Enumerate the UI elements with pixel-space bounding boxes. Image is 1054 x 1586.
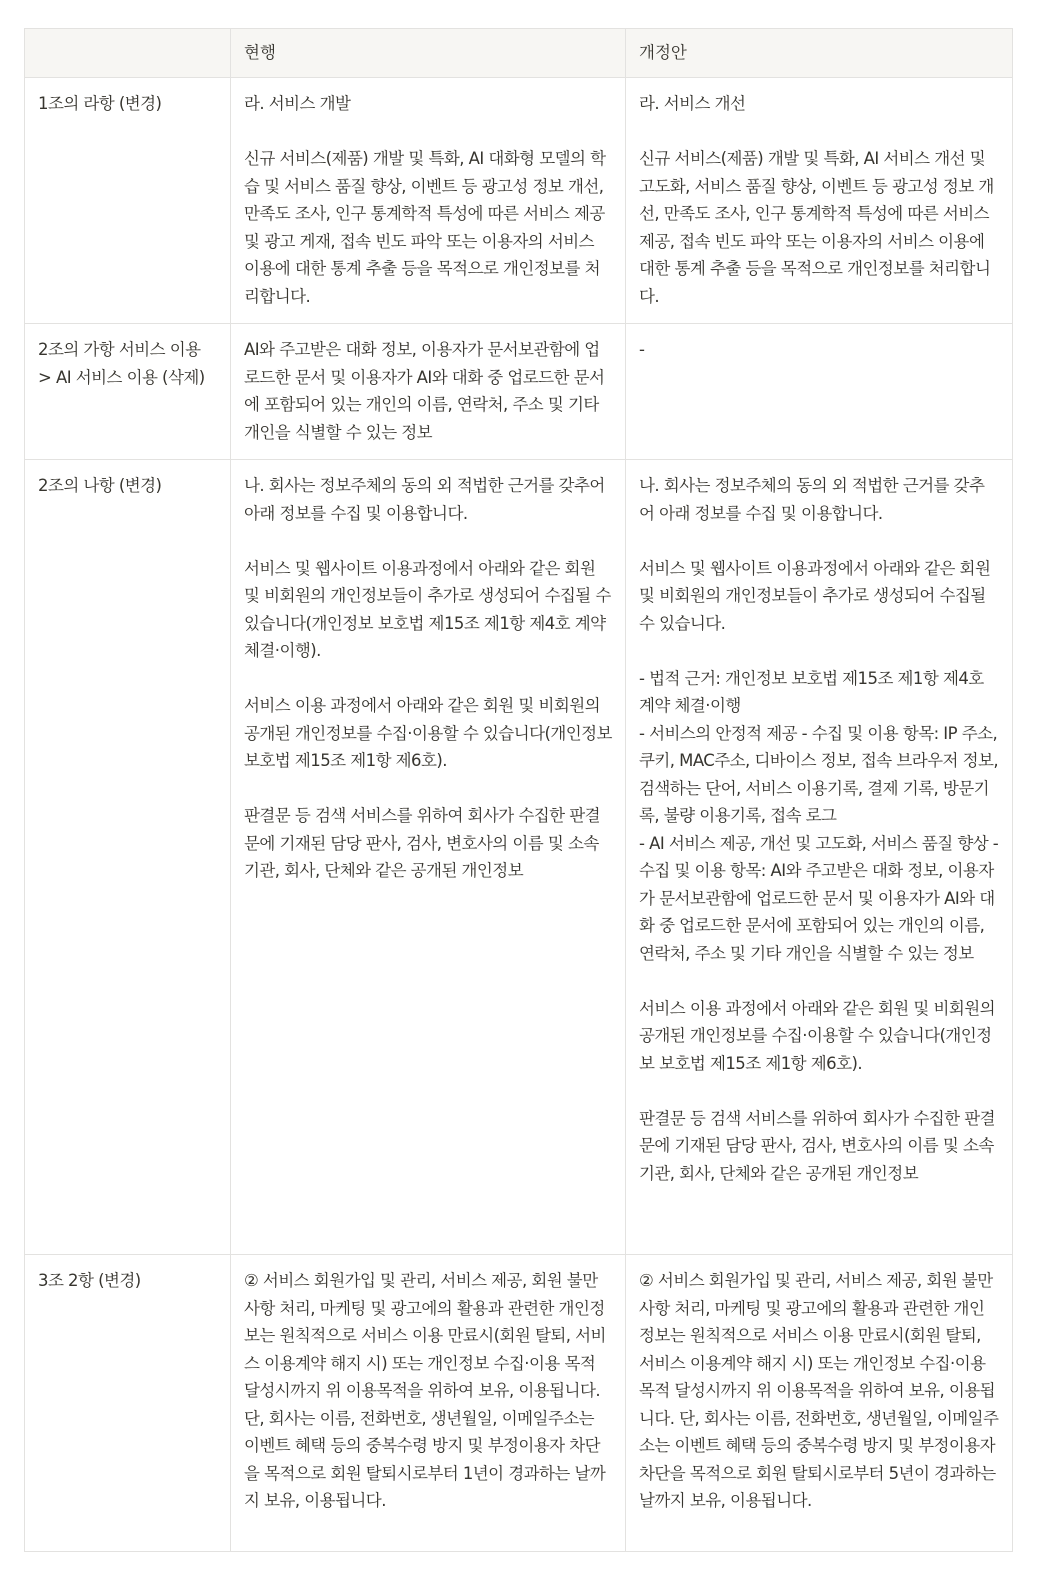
table-row	[25, 324, 1013, 460]
header-item	[25, 29, 231, 78]
current-cell	[231, 460, 626, 1255]
current-paragraph: 판결문 등 검색 서비스를 위하여 회사가 수집한 판결문에 기재된 담당 판사, 검사, 변호사의 이름 및 소속기관, 회사, 단체와 같은 공개된 개인정보	[244, 806, 601, 880]
revised-paragraph: 판결문 등 검색 서비스를 위하여 회사가 수집한 판결문에 기재된 담당 판사, 검사, 변호사의 이름 및 소속기관, 회사, 단체와 같은 공개된 개인정보	[639, 1108, 996, 1183]
row-item-label: 1조의 라항 (변경)	[38, 94, 162, 113]
current-cell	[231, 78, 626, 324]
revised-paragraph: 나. 회사는 정보주체의 동의 외 적법한 근거를 갖추어 아래 정보를 수집 및 이용합니다.	[639, 476, 985, 523]
revised-cell	[626, 1255, 1013, 1552]
revised-paragraph: 라. 서비스 개선	[639, 94, 746, 113]
current-paragraph: 신규 서비스(제품) 개발 및 특화, AI 대화형 모델의 학습 및 서비스 품질 향상, 이벤트 등 광고성 정보 개선, 만족도 조사, 인구 통계학적 특성에 따른 서비스 제공 및 광고 게재, 접속 빈도 파악 또는 이용자의 서비스 이용에 대한 통계 추출 등을 목적으로 개인정보를 처리합니다.	[244, 149, 606, 306]
current-paragraph: AI와 주고받은 대화 정보, 이용자가 문서보관함에 업로드한 문서 및 이용자가 AI와 대화 중 업로드한 문서에 포함되어 있는 개인의 이름, 연락처, 주소 및 기타 개인을 식별할 수 있는 정보	[244, 340, 605, 442]
current-paragraph: 나. 회사는 정보주체의 동의 외 적법한 근거를 갖추어 아래 정보를 수집 및 이용합니다.	[244, 476, 605, 523]
row-item-label: 3조 2항 (변경)	[38, 1271, 141, 1290]
revised-paragraph: 서비스 및 웹사이트 이용과정에서 아래와 같은 회원 및 비회원의 개인정보들이 추가로 생성되어 수집될 수 있습니다.	[639, 558, 991, 633]
revised-paragraph: 신규 서비스(제품) 개발 및 특화, AI 서비스 개선 및 고도화, 서비스 품질 향상, 이벤트 등 광고성 정보 개선, 만족도 조사, 인구 통계학적 특성에 따른 서비스 제공, 접속 빈도 파악 또는 이용자의 서비스 이용에 대한 통계 추출 등을 목적으로 개인정보를 처리합니다.	[639, 149, 994, 306]
current-paragraph: 서비스 및 웹사이트 이용과정에서 아래와 같은 회원 및 비회원의 개인정보들이 추가로 생성되어 수집될 수 있습니다(개인정보 보호법 제15조 제1항 제4호 계약 체결·이행).	[244, 558, 611, 660]
comparison-table-container	[24, 28, 1012, 1552]
revised-paragraph: ② 서비스 회원가입 및 관리, 서비스 제공, 회원 불만 사항 처리, 마케팅 및 광고에의 활용과 관련한 개인정보는 원칙적으로 서비스 이용 만료시(회원 탈퇴, 서비스 이용계약 해지 시) 또는 개인정보 수집·이용 목적 달성시까지 위 이용목적을 위하여 보유, 이용됩니다. 단, 회사는 이름, 전화번호, 생년월일, 이메일주소는 이벤트 혜택 등의 중복수령 방지 및 부정이용자 차단을 목적으로 회원 탈퇴시로부터 5년이 경과하는 날까지 보유, 이용됩니다.	[639, 1271, 999, 1510]
header-revised: 개정안	[626, 29, 1013, 78]
row-item-cell	[25, 78, 231, 324]
row-item-cell	[25, 1255, 231, 1552]
revision-comparison-table	[24, 28, 1013, 1552]
table-row	[25, 78, 1013, 324]
current-cell	[231, 1255, 626, 1552]
table-header-row	[25, 29, 1013, 78]
revised-cell	[626, 324, 1013, 460]
row-item-label: 2조의 나항 (변경)	[38, 476, 162, 495]
revised-paragraph: -	[639, 340, 645, 359]
revised-cell	[626, 460, 1013, 1255]
row-item-cell	[25, 460, 231, 1255]
row-item-cell	[25, 324, 231, 460]
table-row	[25, 1255, 1013, 1552]
header-current: 현행	[231, 29, 626, 78]
current-paragraph: ② 서비스 회원가입 및 관리, 서비스 제공, 회원 불만 사항 처리, 마케팅 및 광고에의 활용과 관련한 개인정보는 원칙적으로 서비스 이용 만료시(회원 탈퇴, 서비스 이용계약 해지 시) 또는 개인정보 수집·이용 목적 달성시까지 위 이용목적을 위하여 보유, 이용됩니다. 단, 회사는 이름, 전화번호, 생년월일, 이메일주소는 이벤트 혜택 등의 중복수령 방지 및 부정이용자 차단을 목적으로 회원 탈퇴시로부터 1년이 경과하는 날까지 보유, 이용됩니다.	[244, 1271, 606, 1510]
row-item-label: 2조의 가항 서비스 이용 > AI 서비스 이용 (삭제)	[38, 340, 205, 387]
revised-paragraph: 서비스 이용 과정에서 아래와 같은 회원 및 비회원의 공개된 개인정보를 수집·이용할 수 있습니다(개인정보 보호법 제15조 제1항 제6호).	[639, 998, 996, 1073]
current-cell	[231, 324, 626, 460]
revised-cell	[626, 78, 1013, 324]
revised-paragraph: - 법적 근거: 개인정보 보호법 제15조 제1항 제4호 계약 체결·이행 - 서비스의 안정적 제공 - 수집 및 이용 항목: IP 주소, 쿠키, MAC주소, 디바이스 정보, 접속 브라우저 정보, 검색하는 단어, 서비스 이용기록, 결제 기록, 방문기록, 불량 이용기록, 접속 로그 - AI 서비스 제공, 개선 및 고도화, 서비스 품질 향상 - 수집 및 이용 항목: AI와 주고받은 대화 정보, 이용자가 문서보관함에 업로드한 문서 및 이용자가 AI와 대화 중 업로드한 문서에 포함되어 있는 개인의 이름, 연락처, 주소 및 기타 개인을 식별할 수 있는 정보	[639, 668, 999, 963]
current-paragraph: 라. 서비스 개발	[244, 94, 351, 113]
current-paragraph: 서비스 이용 과정에서 아래와 같은 회원 및 비회원의 공개된 개인정보를 수집·이용할 수 있습니다(개인정보 보호법 제15조 제1항 제6호).	[244, 696, 612, 770]
table-row	[25, 460, 1013, 1255]
